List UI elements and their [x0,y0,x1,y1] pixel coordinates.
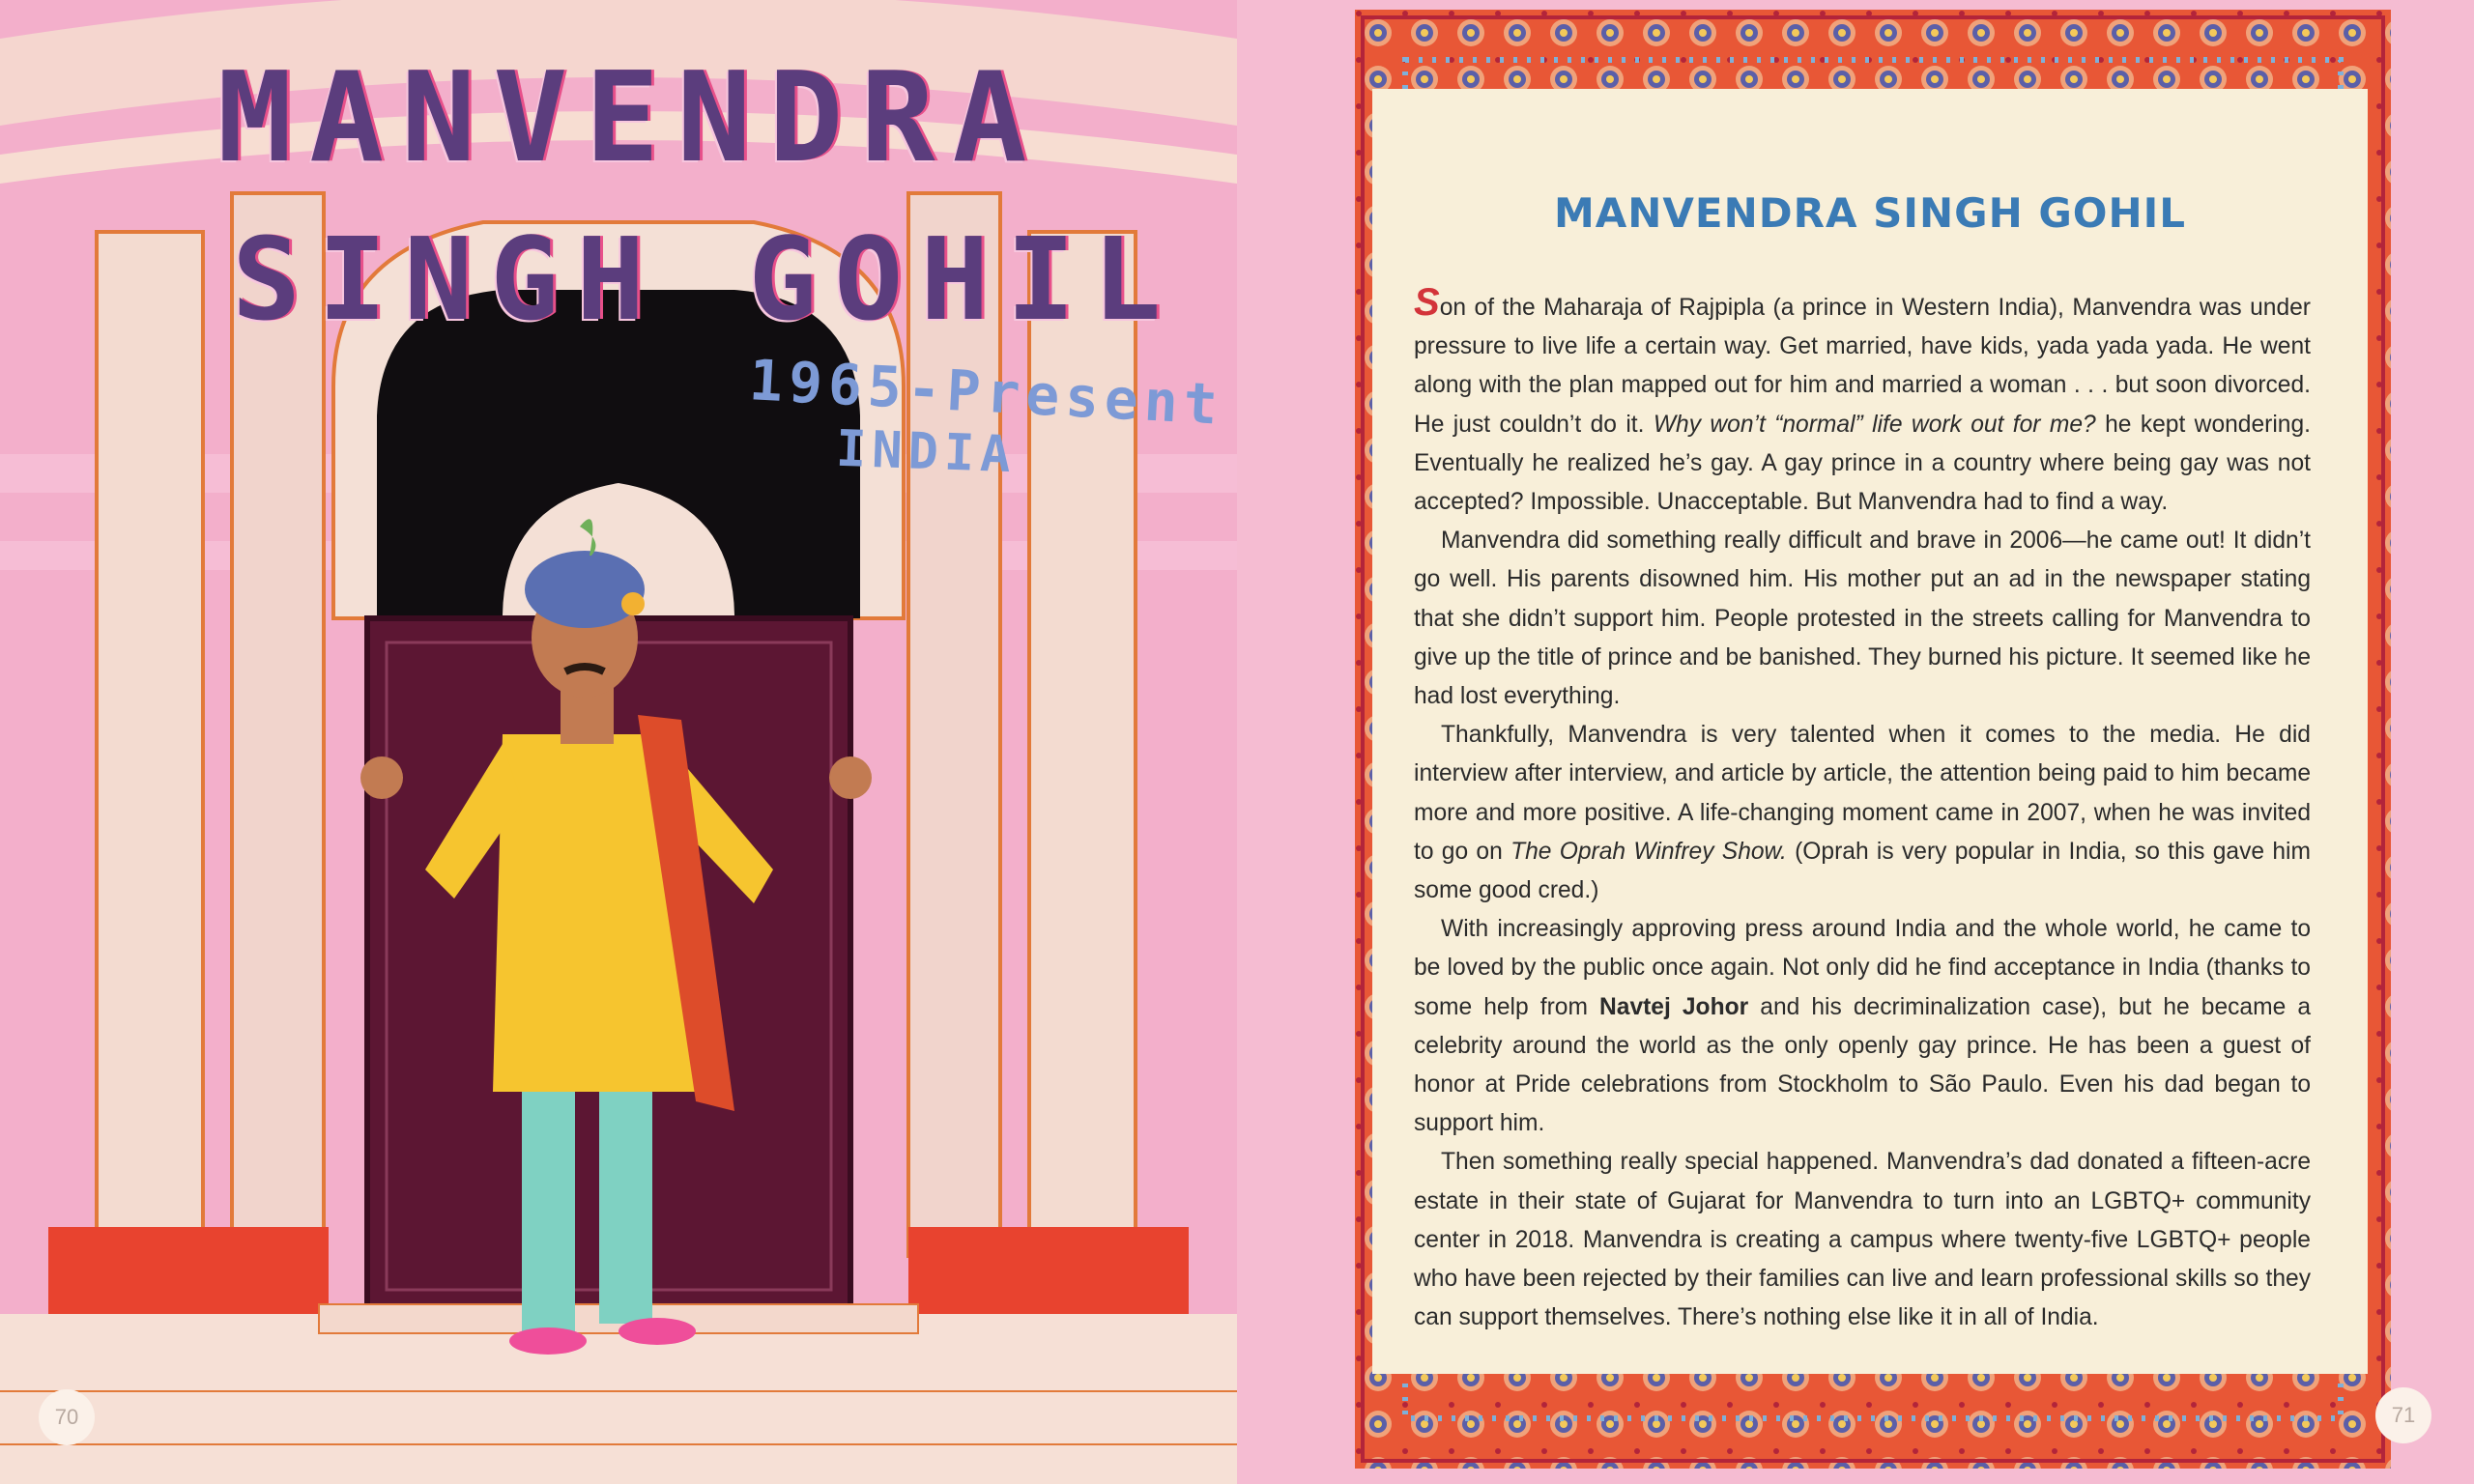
article-title: MANVENDRA SINGH GOHIL [1553,189,2187,237]
article-body [1414,281,2311,1337]
country-label: INDIA [835,419,1018,485]
paragraph-4-text-a: With increasingly approving press around India and the whole world, he came to be loved by the public once again. Not only did he find acceptance in India (thanks to some help from [1414,916,2311,1020]
paragraph-4-text-b: and his decriminalization case), but he became a celebrity around the world as the only openly gay prince. He has been a guest of honor at Pride celebrations from Stockholm to São Paulo. Even his dad began to support him. [1414,993,2311,1137]
paragraph-1-text-b: he kept wondering. Eventually he realized he’s gay. A gay prince in a country where being gay was not accepted? Impossible. Unacceptable. But Manvendra had to find a way. [1414,411,2311,516]
paragraph-3-text-a: Thankfully, Manvendra is very talented when it comes to the media. He did interview after interview, and article by article, the attention being paid to him became more and more positive. A life-changing moment came in 2007, when he was invited to go on [1414,722,2311,865]
page-number-left: 70 [39,1389,95,1445]
dropcap: S [1414,281,1440,324]
paragraph-1-text-a: on of the Maharaja of Rajpipla (a prince in Western India), Manvendra was under pressure to live life a certain way. Get married, have kids, yada yada yada. He went along with the plan mapped out for him and married a woman . . . but soon divorced. He just couldn’t do it. [1414,295,2311,438]
paragraph-5: Then something really special happened. Manvendra’s dad donated a fifteen-acre estate in their state of Gujarat for Manvendra to turn into an LGBTQ+ community center in 2018. Manvendra is creating a campus where twenty-five LGBTQ+ people who have been rejected by their families can live and learn professional skills so they can support themselves. There’s nothing else like it in all of India. [1414,1149,2311,1331]
paragraph-4 [1414,910,2311,1143]
steps [0,1314,1237,1484]
paragraph-2: Manvendra did something really difficult and brave in 2006—he came out! It didn’t go well. His parents disowned him. His mother put an ad in the newspaper stating that she didn’t support him. People protested in the streets calling for Manvendra to give up the title of prince and be banished. They burned his picture. It seemed like he had lost everything. [1414,528,2311,710]
paragraph-4-bold: Navtej Johor [1599,993,1749,1020]
paragraph-3-text-b: (Oprah is very popular in India, so this gave him some good cred.) [1414,838,2311,904]
pillar-right-inner [908,193,1000,1256]
paragraph-3-italic: The Oprah Winfrey Show. [1510,838,1787,865]
name-title-line-1: MANVENDRA [217,46,1045,190]
page-number-right: 71 [2375,1387,2431,1443]
paragraph-1-italic: Why won’t “normal” life work out for me? [1653,411,2096,438]
pillar-left-inner [232,193,324,1256]
shoe-right [618,1318,696,1345]
pillar-left-outer [97,232,203,1237]
name-title-line-2: SINGH GOHIL [232,213,1179,346]
shoe-left [509,1327,587,1355]
paragraph-3 [1414,716,2311,910]
life-dates: 1965-Present [747,347,1225,438]
turban [525,551,645,628]
paragraph-1 [1414,281,2311,522]
